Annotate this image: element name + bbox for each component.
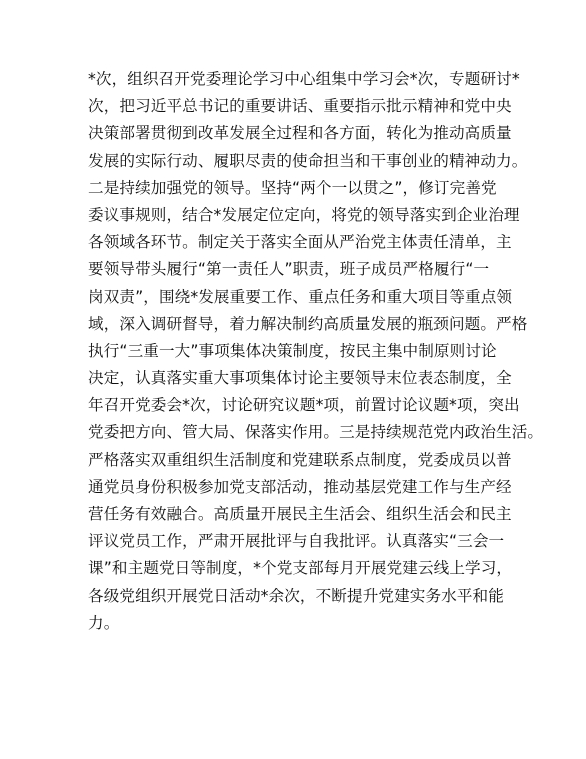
text-line: 党委把方向、管大局、保落实作用。三是持续规范党内政治生活。 [88, 423, 544, 442]
text-line: 各级党组织开展党日活动*余次，不断提升党建实务水平和能 [88, 586, 504, 605]
text-line: 决定，认真落实重大事项集体讨论主要领导末位表态制度，全 [88, 369, 512, 388]
text-line: 次，把习近平总书记的重要讲话、重要指示批示精神和党中央 [88, 97, 512, 116]
text-line: 课”和主题党日等制度，*个党支部每月开展党建云线上学习， [88, 559, 513, 578]
text-line: 通党员身份积极参加党支部活动，推动基层党建工作与生产经 [88, 477, 512, 496]
text-line: *次，组织召开党委理论学习中心组集中学习会*次，专题研讨* [88, 70, 520, 88]
text-line: 执行“三重一大”事项集体决策制度，按民主集中制原则讨论 [88, 341, 497, 360]
text-line: 年召开党委会*次，讨论研究议题*项，前置讨论议题*项，突出 [88, 396, 520, 415]
text-line: 岗双责”，围绕*发展重要工作、重点任务和重大项目等重点领 [88, 287, 513, 306]
text-line: 决策部署贯彻到改革发展全过程和各方面，转化为推动高质量 [88, 124, 512, 143]
text-line: 力。 [88, 613, 120, 632]
text-line: 委议事规则，结合*发展定位定向，将党的领导落实到企业治理 [88, 205, 520, 224]
body-paragraph [88, 66, 544, 637]
text-line: 发展的实际行动、履职尽责的使命担当和干事创业的精神动力。 [88, 151, 528, 170]
text-line: 各领域各环节。制定关于落实全面从严治党主体责任清单，主 [88, 233, 512, 252]
text-line: 严格落实双重组织生活制度和党建联系点制度，党委成员以普 [88, 450, 512, 469]
text-line: 评议党员工作，严肃开展批评与自我批评。认真落实“三会一 [88, 532, 505, 551]
text-line: 域，深入调研督导，着力解决制约高质量发展的瓶颈问题。严格 [88, 314, 528, 333]
text-line: 营任务有效融合。高质量开展民主生活会、组织生活会和民主 [88, 505, 512, 523]
text-line: 要领导带头履行“第一责任人”职责，班子成员严格履行“一 [88, 260, 490, 279]
text-line: 二是持续加强党的领导。坚持“两个一以贯之”，修订完善党 [88, 178, 497, 197]
